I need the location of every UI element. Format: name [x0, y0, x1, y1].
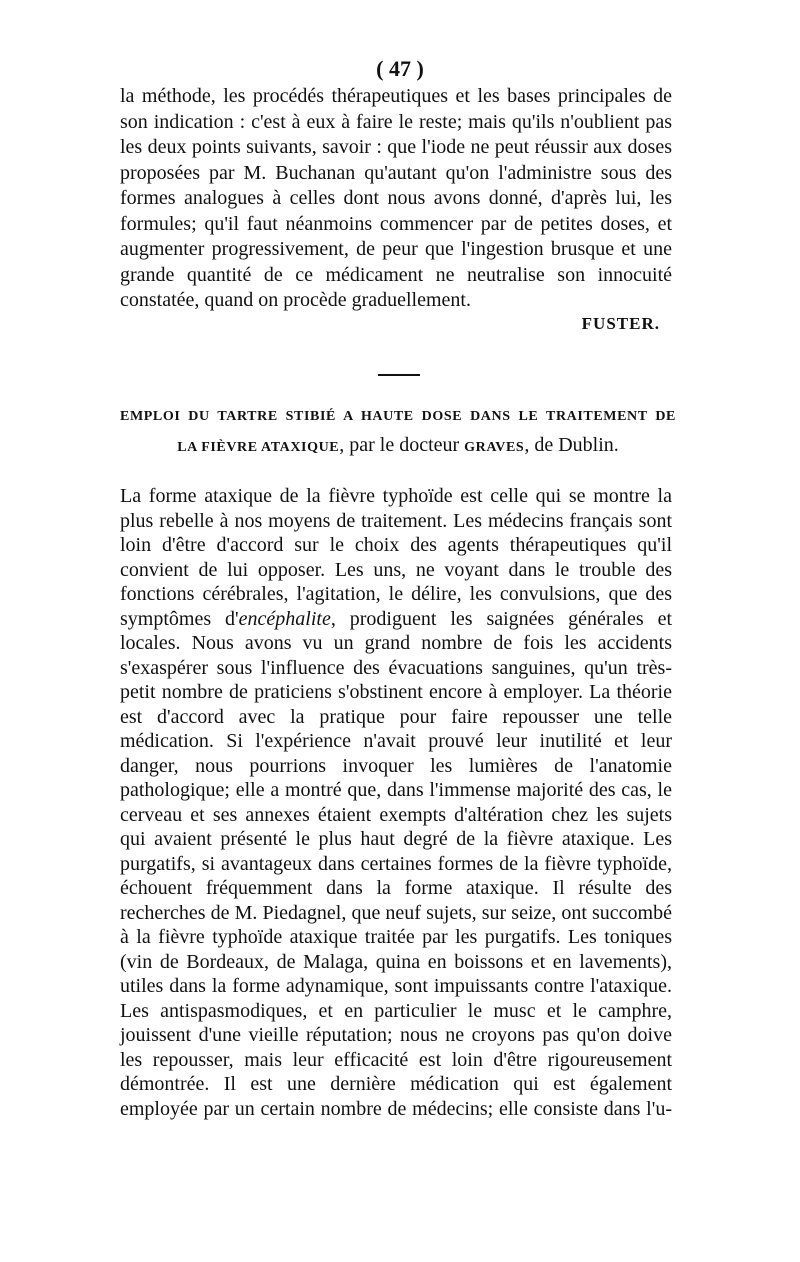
heading-place: , de Dublin. — [524, 434, 619, 456]
section-divider — [378, 374, 420, 376]
article-2-italic-term: encéphalite — [238, 607, 331, 630]
page-number: ( 47 ) — [376, 56, 424, 81]
article-2-body — [120, 484, 672, 1121]
author-signature: FUSTER. — [581, 314, 660, 333]
heading-byline: , par le docteur — [339, 434, 465, 456]
article-1-last-line: constatée, quand on procède graduellement. — [120, 289, 471, 311]
article-1-text: la méthode, les procédés thérapeutiques et les bases principales de son indication : c'est à eux à faire le reste; mais qu'ils n'oublient pas les deux points suivants, savoir : que l'iode ne peut réussir aux doses proposées par M. Buchanan qu'autant qu'on l'administre sous des formes analogues à celles dont nous avons donné, d'après lui, les formules; qu'il faut néanmoins commencer par de petites doses, et augmenter progressivement, de peur que l'ingestion brusque et une grande quantité de ce médicament ne neutralise son innocuité — [120, 85, 672, 286]
heading-subject: LA FIÈVRE ATAXIQUE — [177, 440, 340, 455]
article-2-heading-line-2 — [120, 430, 676, 463]
article-2-heading-line-1: EMPLOI DU TARTRE STIBIÉ A HAUTE DOSE DANS LE TRAITEMENT DE — [120, 409, 676, 424]
article-2-text-part-1: La forme ataxique de la fièvre typhoïde est celle qui se montre la plus rebelle à nos moyens de traitement. Les médecins français sont loin d'être d'accord sur le choix des agents thérapeutiques qu'il convient de lui opposer. Les uns, ne voyant dans le trouble des fonctions cérébrales, l'agitation, le délire, les convulsions, que des symptômes d' — [120, 485, 672, 630]
heading-author: GRAVES — [464, 440, 525, 455]
article-2-text-part-2: , prodiguent les saignées générales et locales. Nous avons vu un grand nombre de fois les accidents s'exaspérer sous l'influence des évacuations sanguines, qu'un très-petit nombre de praticiens s'obstinent encore à employer. La théorie est d'accord avec la pratique pour faire repousser une telle médication. Si l'expérience n'avait prouvé leur inutilité et leur danger, nous pourrions invoquer les lumières de l'anatomie pathologique; elle a montré que, dans l'immense majorité des cas, le cerveau et ses annexes étaient exempts d'altération chez les sujets qui avaient présenté le plus haut degré de la fièvre ataxique. Les purgatifs, si avantageux dans certaines formes de la fièvre typhoïde, échouent fréquemment dans la forme ataxique. Il résulte des recherches de M. Piedagnel, que neuf sujets, sur seize, ont succombé à la fièvre typhoïde ataxique traitée par les purgatifs. Les toniques (vin de Bordeaux, de Malaga, quina en boissons et en lavements), utiles dans la forme adynamique, sont impuissants contre l'ataxique. Les antispasmodiques, et en particulier le musc et le camphre, jouissent d'une vieille réputation; nous ne croyons pas qu'on doive les repousser, mais leur efficacité est loin d'être rigoureusement démontrée. Il est une dernière médication qui est également employée par un certain nombre de médecins; elle consiste dans l'u- — [120, 607, 672, 1120]
article-1-paragraph — [120, 84, 672, 314]
